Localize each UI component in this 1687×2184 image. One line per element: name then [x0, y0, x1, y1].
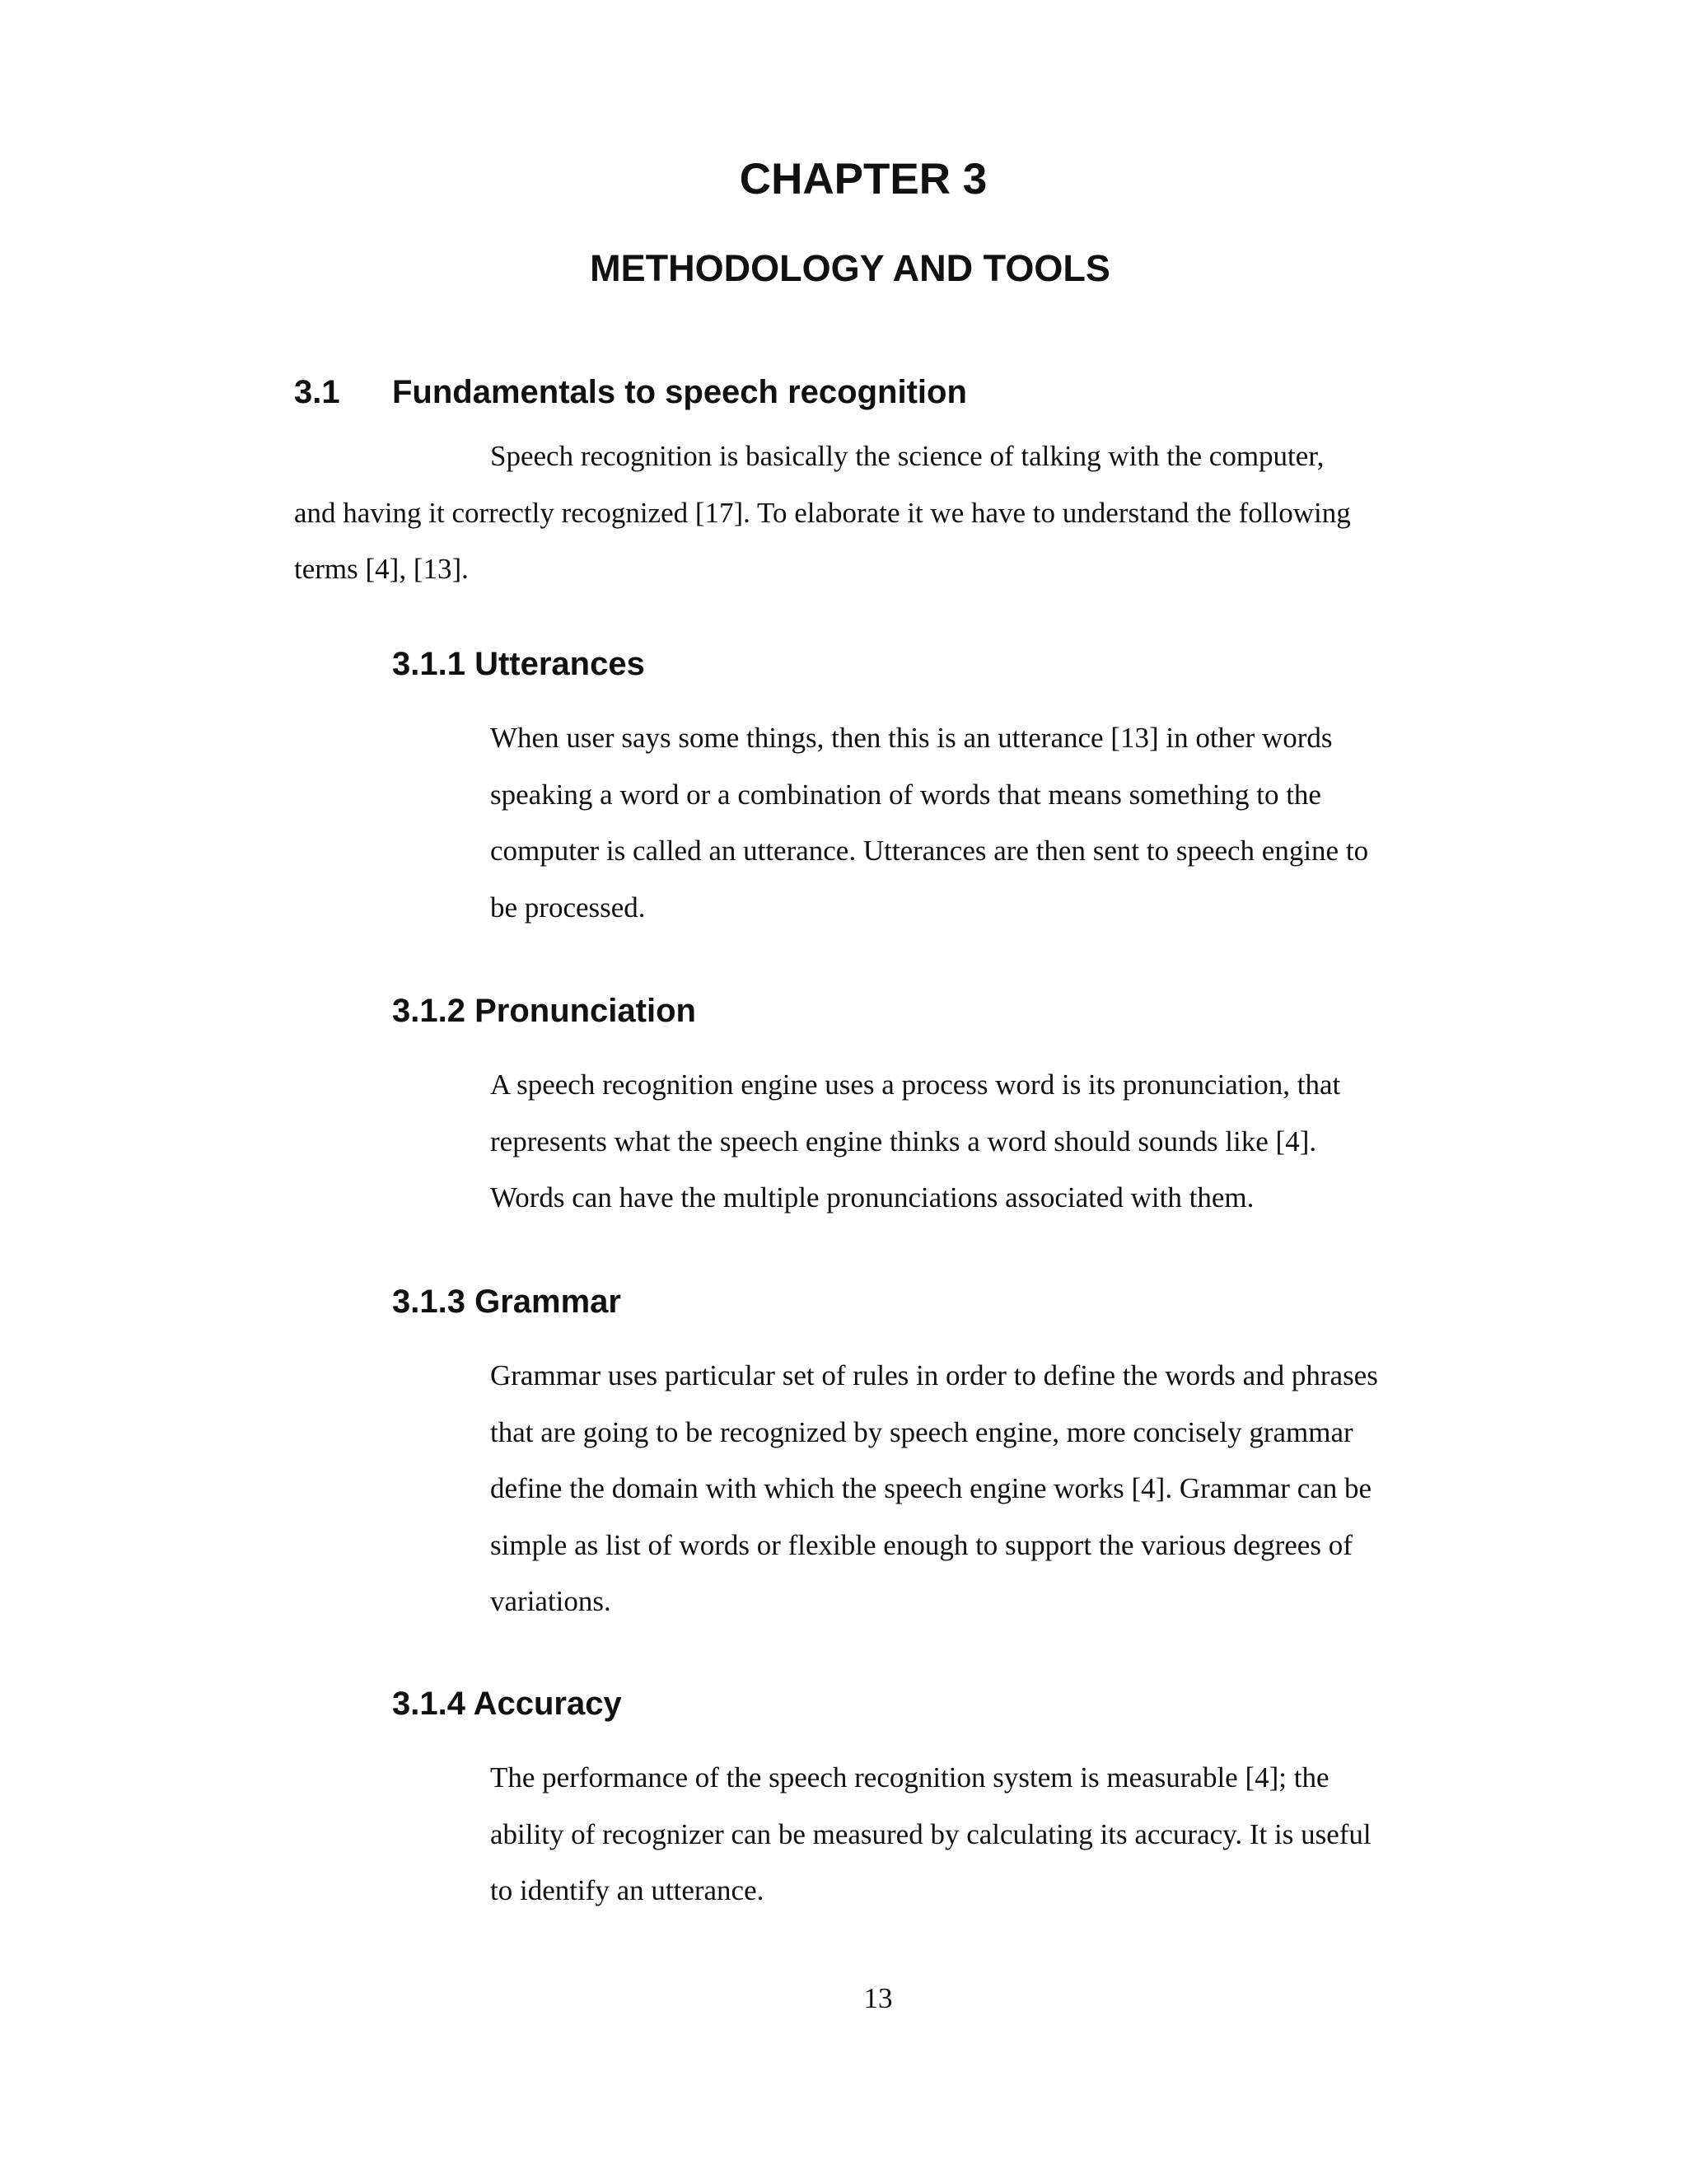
section-title: Fundamentals to speech recognition — [392, 374, 967, 410]
subsection-pronunciation — [392, 989, 1463, 1227]
subsection-heading: 3.1.1 Utterances — [392, 646, 645, 682]
subsection-heading: 3.1.3 Grammar — [392, 1284, 621, 1320]
subsection-paragraph: When user says some things, then this is an utterance [13] in other words speaking a word or a combination of words that means something to the computer is called an utterance. Utterances are then sent to speech engine to be processed. — [490, 722, 1369, 924]
subsection-utterances — [392, 643, 1463, 936]
chapter-title: METHODOLOGY AND TOOLS — [590, 247, 1110, 289]
subsection-paragraph: A speech recognition engine uses a process word is its pronunciation, that represents what the speech engine thinks a word should sounds like [4]. Words can have the multiple pronunciations associated with them. — [490, 1069, 1341, 1214]
subsection-paragraph: Grammar uses particular set of rules in order to define the words and phrases that are going to be recognized by speech engine, more concisely grammar define the domain with which the speech engine works [4]. Grammar can be simple as list of words or flexible enough to support the various degrees of variations. — [490, 1359, 1378, 1617]
subsection-paragraph: The performance of the speech recognition system is measurable [4]; the ability of recognizer can be measured by calculating its accuracy. It is useful to identify an utterance. — [490, 1761, 1372, 1906]
section-intro-paragraph: Speech recognition is basically the science of talking with the computer, and having it correctly recognized [17]. To elaborate it we have to understand the following terms [4], [13]. — [294, 440, 1351, 585]
subsection-grammar — [392, 1280, 1463, 1630]
chapter-number: CHAPTER 3 — [739, 155, 988, 203]
subsection-accuracy — [392, 1682, 1463, 1920]
page-number: 13 — [863, 1982, 893, 2014]
section-number: 3.1 — [294, 374, 340, 410]
subsection-heading: 3.1.4 Accuracy — [392, 1686, 622, 1722]
section-heading — [294, 371, 967, 414]
subsection-heading: 3.1.2 Pronunciation — [392, 993, 696, 1029]
